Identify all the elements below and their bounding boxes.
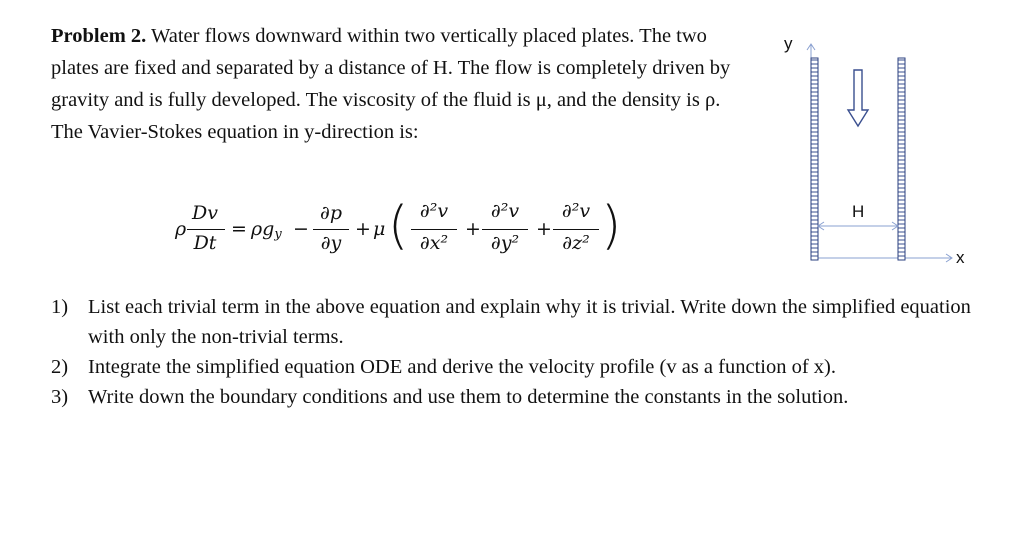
plates-diagram [770, 30, 980, 270]
eq-dv: Dv [192, 202, 218, 224]
question-text: Write down the boundary conditions and use them to determine the constants in the solution. [88, 386, 849, 408]
eq-plus: + [465, 218, 481, 240]
question-number: 2) [51, 356, 69, 378]
problem-statement [51, 20, 751, 148]
eq-plus: + [355, 218, 371, 240]
eq-rho-g: $\rho g_y$ [251, 218, 282, 242]
gap-label: H [852, 202, 865, 221]
question-text: List each trivial term in the above equation and explain why it is trivial. Write down the simplified equation with only the non-trivial terms. [88, 296, 971, 348]
question-item [51, 292, 1001, 352]
eq-minus: − [293, 218, 309, 240]
question-text: Integrate the simplified equation ODE and derive the velocity profile (v as a function of x). [88, 356, 836, 378]
eq-right-paren: ) [601, 196, 622, 256]
eq-d2v: ∂²v [490, 200, 520, 222]
eq-dx2: ∂x² [419, 232, 449, 254]
right-plate [898, 58, 905, 260]
y-axis-label: y [784, 34, 793, 53]
eq-dz2: ∂z² [562, 232, 590, 254]
eq-fraction-bar [313, 229, 349, 230]
eq-equals: = [231, 218, 247, 240]
left-plate [811, 58, 818, 260]
problem-heading: Problem 2. [51, 25, 147, 47]
flow-down-arrow-icon [848, 70, 868, 126]
eq-left-paren: ( [388, 196, 409, 256]
eq-dp: ∂p [320, 202, 342, 224]
eq-rho: ρ [175, 218, 187, 240]
eq-fraction-bar [187, 229, 225, 230]
eq-plus: + [536, 218, 552, 240]
plates-figure [770, 30, 980, 270]
eq-d2v: ∂²v [419, 200, 449, 222]
eq-dt: Dt [193, 232, 217, 254]
eq-dy: ∂y [320, 232, 342, 254]
eq-fraction-bar [411, 229, 457, 230]
eq-dy2: ∂y² [490, 232, 520, 254]
eq-fraction-bar [482, 229, 528, 230]
x-axis-label: x [956, 248, 965, 267]
question-number: 3) [51, 386, 69, 408]
problem-intro: Water flows downward within two vertically placed plates. The two plates are fixed and separated by a distance of H. The flow is completely driven by gravity and is fully developed. The viscosity of the fluid is μ, and the density is ρ. The Vavier-Stokes equation in y-direction is: [51, 25, 731, 143]
navier-stokes-equation [175, 196, 635, 266]
eq-fraction-bar [553, 229, 599, 230]
question-number: 1) [51, 296, 69, 318]
question-item [51, 382, 1001, 412]
question-list [51, 292, 1001, 412]
question-item [51, 352, 1001, 382]
eq-d2v: ∂²v [561, 200, 591, 222]
eq-mu: μ [373, 218, 386, 240]
